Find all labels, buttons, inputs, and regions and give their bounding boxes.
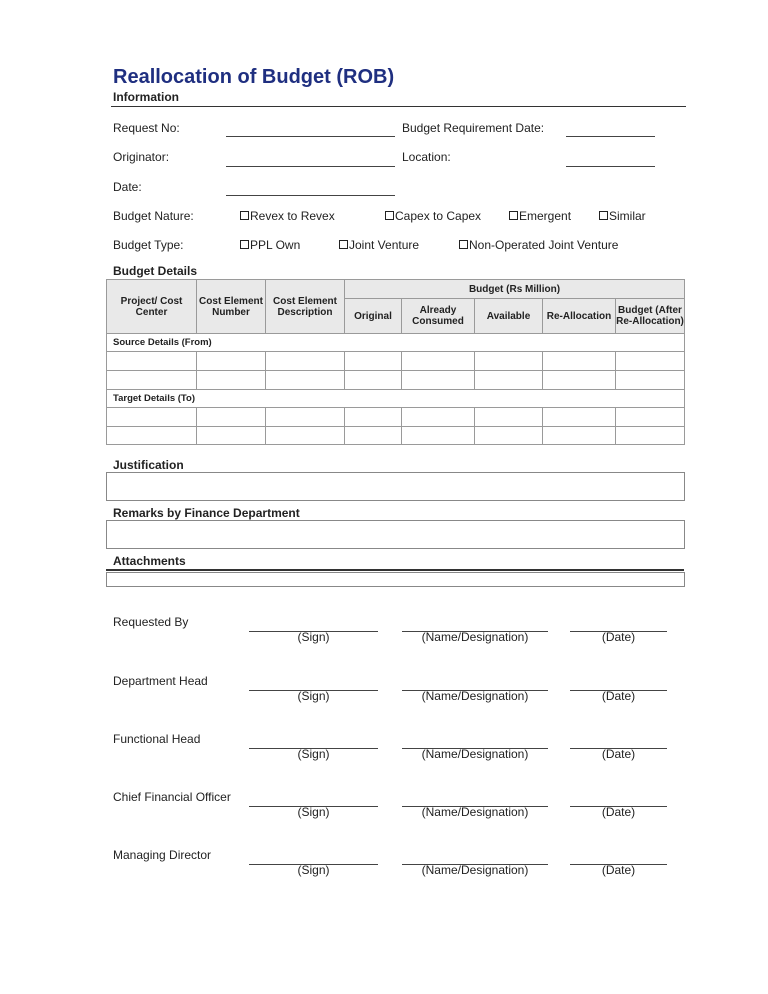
checkbox-icon[interactable] bbox=[240, 211, 249, 220]
signature-role-functional-head: Functional Head bbox=[113, 732, 201, 746]
table-cell[interactable] bbox=[266, 352, 345, 371]
justification-field[interactable] bbox=[106, 472, 685, 501]
budget-details-heading: Budget Details bbox=[113, 264, 198, 278]
checkbox-icon[interactable] bbox=[599, 211, 608, 220]
table-cell[interactable] bbox=[197, 352, 266, 371]
table-cell[interactable] bbox=[197, 408, 266, 427]
table-cell[interactable] bbox=[402, 427, 475, 445]
remarks-field[interactable] bbox=[106, 520, 685, 549]
date-caption: (Date) bbox=[601, 863, 636, 877]
table-row bbox=[107, 427, 685, 445]
budget-requirement-date-field[interactable] bbox=[566, 136, 655, 137]
table-cell[interactable] bbox=[616, 427, 685, 445]
sign-caption: (Sign) bbox=[297, 805, 330, 819]
originator-label: Originator: bbox=[113, 150, 170, 164]
request-no-label: Request No: bbox=[113, 121, 180, 135]
table-cell[interactable] bbox=[543, 427, 616, 445]
col-cost-element-number: Cost Element Number bbox=[197, 280, 266, 334]
table-cell[interactable] bbox=[402, 352, 475, 371]
name-designation-caption: (Name/Designation) bbox=[421, 863, 529, 877]
type-option-non-operated-jv[interactable]: Non-Operated Joint Venture bbox=[459, 238, 618, 252]
signature-role-requested-by: Requested By bbox=[113, 615, 189, 629]
sign-caption: (Sign) bbox=[297, 689, 330, 703]
table-cell[interactable] bbox=[402, 408, 475, 427]
table-cell[interactable] bbox=[345, 408, 402, 427]
name-designation-caption: (Name/Designation) bbox=[421, 747, 529, 761]
checkbox-icon[interactable] bbox=[339, 240, 348, 249]
table-cell[interactable] bbox=[107, 352, 197, 371]
col-group-budget: Budget (Rs Million) bbox=[345, 280, 685, 299]
table-cell[interactable] bbox=[266, 427, 345, 445]
date-caption: (Date) bbox=[601, 630, 636, 644]
signature-role-chief-financial-officer: Chief Financial Officer bbox=[113, 790, 231, 804]
col-project-cost-center: Project/ Cost Center bbox=[107, 280, 197, 334]
attachments-heading: Attachments bbox=[113, 554, 186, 568]
table-cell[interactable] bbox=[543, 371, 616, 390]
date-caption: (Date) bbox=[601, 805, 636, 819]
table-cell[interactable] bbox=[107, 371, 197, 390]
date-field[interactable] bbox=[226, 195, 395, 196]
col-already-consumed: Already Consumed bbox=[402, 299, 475, 334]
table-cell[interactable] bbox=[475, 427, 543, 445]
checkbox-icon[interactable] bbox=[385, 211, 394, 220]
attachments-field[interactable] bbox=[106, 572, 685, 587]
type-option-joint-venture[interactable]: Joint Venture bbox=[339, 238, 419, 252]
nature-option-revex[interactable]: Revex to Revex bbox=[240, 209, 335, 223]
table-cell[interactable] bbox=[197, 371, 266, 390]
col-available: Available bbox=[475, 299, 543, 334]
table-cell[interactable] bbox=[475, 352, 543, 371]
table-cell[interactable] bbox=[197, 427, 266, 445]
checkbox-icon[interactable] bbox=[240, 240, 249, 249]
justification-heading: Justification bbox=[113, 458, 184, 472]
location-field[interactable] bbox=[566, 166, 655, 167]
table-row bbox=[107, 408, 685, 427]
date-caption: (Date) bbox=[601, 747, 636, 761]
col-cost-element-description: Cost Element Description bbox=[266, 280, 345, 334]
name-designation-caption: (Name/Designation) bbox=[421, 805, 529, 819]
table-cell[interactable] bbox=[616, 371, 685, 390]
col-budget-after: Budget (After Re-Allocation) bbox=[616, 299, 685, 334]
table-cell[interactable] bbox=[266, 408, 345, 427]
table-cell[interactable] bbox=[266, 371, 345, 390]
nature-option-similar[interactable]: Similar bbox=[599, 209, 646, 223]
source-details-label: Source Details (From) bbox=[107, 334, 685, 352]
table-cell[interactable] bbox=[543, 408, 616, 427]
col-original: Original bbox=[345, 299, 402, 334]
budget-nature-label: Budget Nature: bbox=[113, 209, 194, 223]
budget-requirement-date-label: Budget Requirement Date: bbox=[402, 121, 545, 135]
table-row bbox=[107, 371, 685, 390]
header-divider bbox=[111, 106, 686, 107]
sign-caption: (Sign) bbox=[297, 747, 330, 761]
date-caption: (Date) bbox=[601, 689, 636, 703]
type-option-ppl-own[interactable]: PPL Own bbox=[240, 238, 300, 252]
sign-caption: (Sign) bbox=[297, 630, 330, 644]
request-no-field[interactable] bbox=[226, 136, 395, 137]
table-row bbox=[107, 352, 685, 371]
budget-details-table bbox=[106, 279, 685, 445]
table-cell[interactable] bbox=[345, 371, 402, 390]
nature-option-emergent[interactable]: Emergent bbox=[509, 209, 571, 223]
name-designation-caption: (Name/Designation) bbox=[421, 630, 529, 644]
remarks-heading: Remarks by Finance Department bbox=[113, 506, 300, 520]
table-cell[interactable] bbox=[107, 427, 197, 445]
table-cell[interactable] bbox=[475, 371, 543, 390]
table-cell[interactable] bbox=[543, 352, 616, 371]
checkbox-icon[interactable] bbox=[459, 240, 468, 249]
budget-type-label: Budget Type: bbox=[113, 238, 184, 252]
table-cell[interactable] bbox=[345, 427, 402, 445]
table-cell[interactable] bbox=[345, 352, 402, 371]
checkbox-icon[interactable] bbox=[509, 211, 518, 220]
signature-role-department-head: Department Head bbox=[113, 674, 208, 688]
col-re-allocation: Re-Allocation bbox=[543, 299, 616, 334]
attachments-divider bbox=[106, 569, 684, 571]
date-label: Date: bbox=[113, 180, 142, 194]
table-cell[interactable] bbox=[107, 408, 197, 427]
table-cell[interactable] bbox=[616, 352, 685, 371]
location-label: Location: bbox=[402, 150, 451, 164]
originator-field[interactable] bbox=[226, 166, 395, 167]
sign-caption: (Sign) bbox=[297, 863, 330, 877]
page-title: Reallocation of Budget (ROB) bbox=[113, 66, 395, 88]
table-cell[interactable] bbox=[475, 408, 543, 427]
signature-role-managing-director: Managing Director bbox=[113, 848, 212, 862]
name-designation-caption: (Name/Designation) bbox=[421, 689, 529, 703]
section-subtitle: Information bbox=[113, 90, 179, 104]
target-details-label: Target Details (To) bbox=[107, 390, 685, 408]
nature-option-capex[interactable]: Capex to Capex bbox=[385, 209, 481, 223]
table-cell[interactable] bbox=[402, 371, 475, 390]
table-cell[interactable] bbox=[616, 408, 685, 427]
